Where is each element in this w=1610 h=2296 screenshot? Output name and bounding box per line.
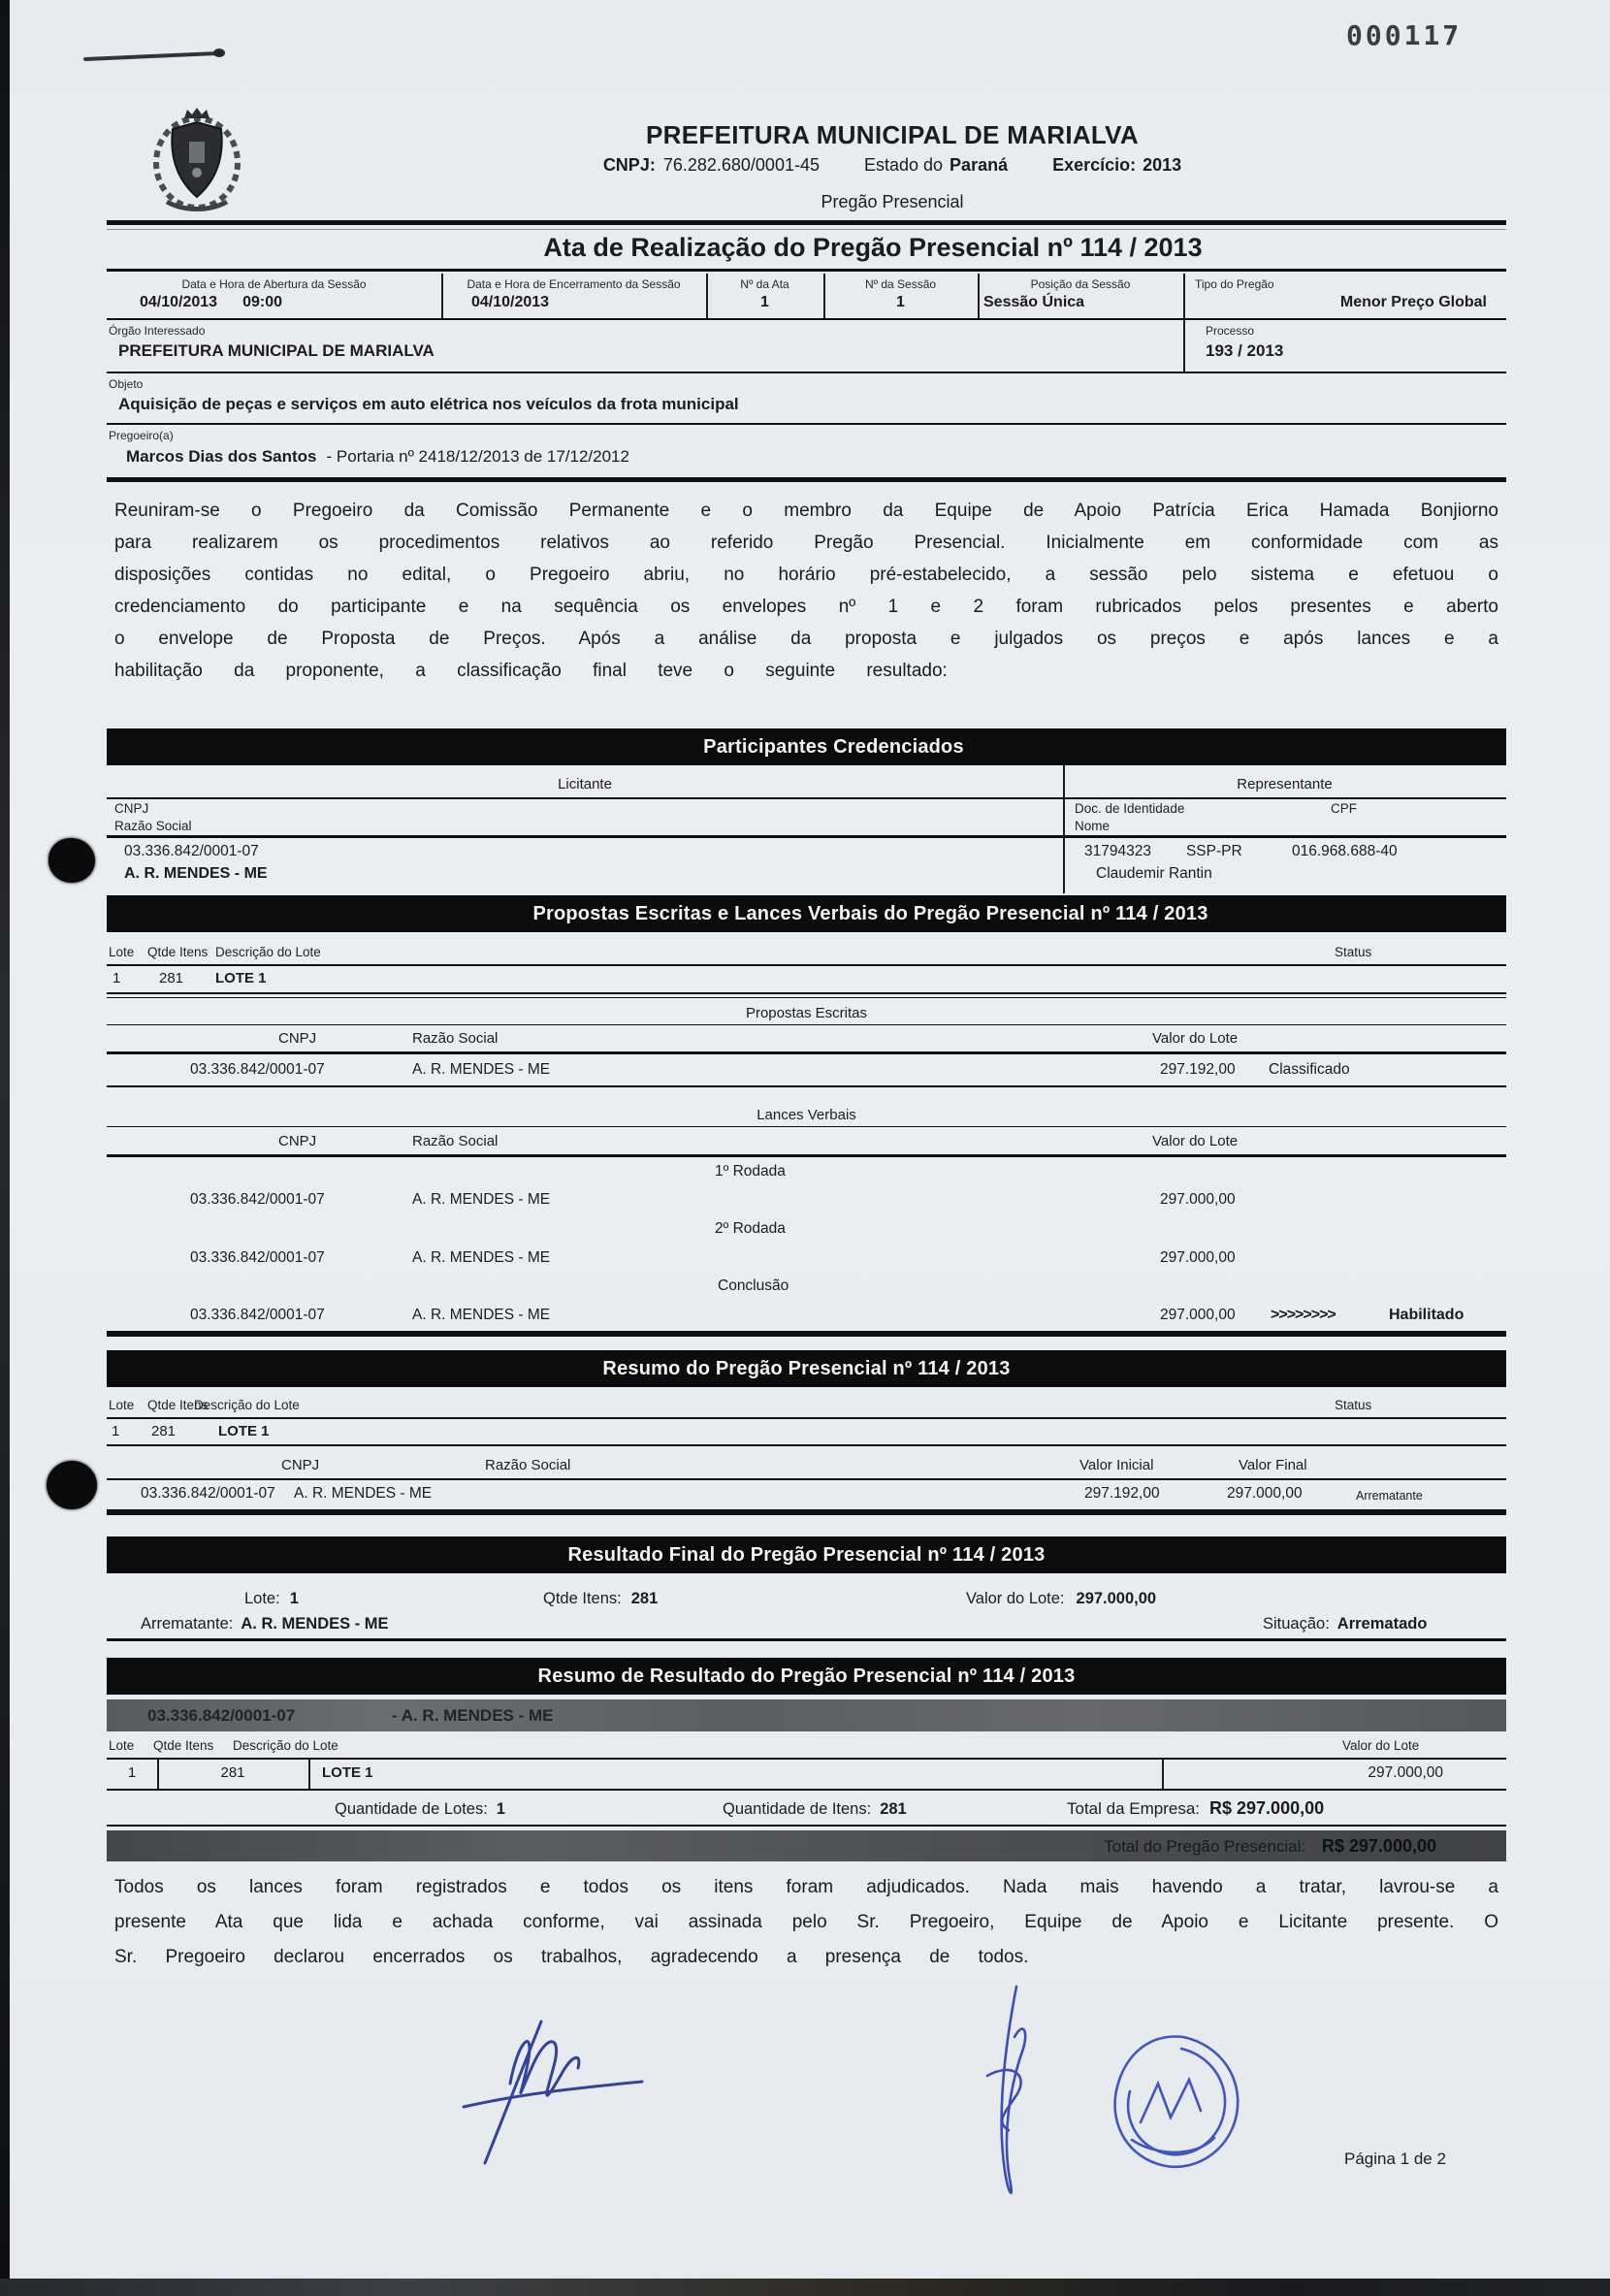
posicao-label: Posição da Sessão xyxy=(1030,277,1131,291)
participantes-banner: Participantes Credenciados xyxy=(107,728,1506,765)
escritas-status: Classificado xyxy=(1269,1061,1350,1078)
rodada-1-cnpj: 03.336.842/0001-07 xyxy=(190,1191,325,1208)
session-col-divider xyxy=(1183,274,1185,318)
licitante-header: Licitante xyxy=(558,776,612,792)
total-pregao-label: Total do Pregão Presencial: xyxy=(1104,1837,1306,1856)
resumo-lote-divider xyxy=(107,1444,1506,1446)
rr-total-empresa-group: Total da Empresa: R$ 297.000,00 xyxy=(1067,1798,1325,1818)
closing-paragraph: Todos os lances foram registrados e todos os itens foram adjudicados. Nada mais havendo a tratar, lavrou-se a presente Ata que lida e achada conforme, vai assinada pelo Sr. Pregoeiro, Equipe de Apoio e Licitante presente. O Sr. Pregoeiro declarou encerrados os trabalhos, agradecendo a presença de todos. xyxy=(114,1877,1498,1967)
razao-col-label: Razão Social xyxy=(114,819,192,833)
total-pregao-bar xyxy=(107,1830,1506,1861)
rodada-2-title: 2º Rodada xyxy=(715,1220,786,1237)
propostas-escritas-title: Propostas Escritas xyxy=(745,1005,868,1021)
exercicio-group: Exercício: 2013 xyxy=(1052,155,1182,175)
rr-row-divider xyxy=(107,1789,1506,1791)
resultado-valor-group: Valor do Lote: 297.000,00 xyxy=(966,1590,1157,1607)
title-divider xyxy=(107,269,1506,272)
escritas-cnpj-header: CNPJ xyxy=(278,1030,317,1047)
page-indicator: Página 1 de 2 xyxy=(1344,2150,1446,2168)
pen-mark-dot xyxy=(213,49,225,57)
resultado-bottom-divider xyxy=(107,1638,1506,1641)
header-divider-echo xyxy=(107,229,1506,230)
cnpj-col-label: CNPJ xyxy=(114,801,149,816)
rr-qtde: 281 xyxy=(220,1764,245,1781)
num-ata-label: Nº da Ata xyxy=(740,277,789,291)
conclusao-arrows: >>>>>>>> xyxy=(1271,1307,1336,1323)
resumo-cnpj-divider xyxy=(107,1478,1506,1480)
verbais-cnpj-header: CNPJ xyxy=(278,1133,317,1149)
bottom-scan-edge xyxy=(0,2279,1610,2296)
tipo-pregao-label: Tipo do Pregão xyxy=(1195,277,1274,291)
valor-final-header: Valor Final xyxy=(1239,1457,1307,1473)
escritas-title-divider xyxy=(107,1024,1506,1025)
resultado-qtde-group: Qtde Itens: 281 xyxy=(543,1590,659,1607)
rr-descricao: LOTE 1 xyxy=(322,1764,373,1781)
empresa-bar-razao: - A. R. MENDES - ME xyxy=(391,1706,554,1725)
lances-verbais-title: Lances Verbais xyxy=(757,1107,856,1123)
hole-punch-top xyxy=(48,838,95,883)
conclusao-cnpj: 03.336.842/0001-07 xyxy=(190,1307,325,1323)
resumo-header-divider xyxy=(107,1417,1506,1419)
orgao-label: Órgão Interessado xyxy=(109,324,206,338)
rodada-1-razao: A. R. MENDES - ME xyxy=(412,1191,551,1208)
session-col-divider xyxy=(978,274,980,318)
rr-descricao-header: Descrição do Lote xyxy=(233,1738,338,1753)
resumo-cnpj: 03.336.842/0001-07 xyxy=(141,1485,275,1502)
resumo-razao-header: Razão Social xyxy=(485,1457,571,1473)
rr-cell-divider xyxy=(1162,1758,1164,1791)
rodada-2-valor: 297.000,00 xyxy=(1160,1249,1236,1266)
posicao-value: Sessão Única xyxy=(983,294,1085,310)
header-divider xyxy=(107,220,1506,225)
encerramento-value: 04/10/2013 xyxy=(471,294,550,310)
rodada-1-title: 1º Rodada xyxy=(715,1163,786,1180)
lote-row-divider xyxy=(107,992,1506,994)
empresa-bar-cnpj: 03.336.842/0001-07 xyxy=(147,1706,296,1725)
verbais-title-divider xyxy=(107,1126,1506,1127)
rodada-2-cnpj: 03.336.842/0001-07 xyxy=(190,1249,325,1266)
objeto-value: Aquisição de peças e serviços em auto elétrica nos veículos da frota municipal xyxy=(118,395,739,413)
resultado-lote-group: Lote: 1 xyxy=(244,1590,299,1607)
orgao-row-divider xyxy=(107,372,1506,373)
escritas-valor: 297.192,00 xyxy=(1160,1061,1236,1078)
session-row-divider xyxy=(107,318,1506,320)
modality-subtitle: Pregão Presencial xyxy=(821,192,964,211)
processo-value: 193 / 2013 xyxy=(1206,341,1284,360)
rr-cell-divider xyxy=(308,1758,310,1791)
encerramento-label: Data e Hora de Encerramento da Sessão xyxy=(467,277,681,291)
conclusao-valor: 297.000,00 xyxy=(1160,1307,1236,1323)
escritas-row-divider xyxy=(107,1085,1506,1087)
resumo-valor-final: 297.000,00 xyxy=(1227,1485,1303,1502)
resumo-descricao-header: Descrição do Lote xyxy=(194,1398,300,1412)
propostas-bottom-divider xyxy=(107,1331,1506,1337)
signatures-ink xyxy=(417,1959,1290,2280)
valor-inicial-header: Valor Inicial xyxy=(1079,1457,1154,1473)
session-col-divider xyxy=(706,274,708,318)
participante-cnpj: 03.336.842/0001-07 xyxy=(124,843,259,859)
participantes-subheader-divider xyxy=(107,797,1506,799)
municipal-crest-logo xyxy=(145,107,248,213)
nome-label: Nome xyxy=(1075,819,1111,833)
resumo-status: Arrematante xyxy=(1356,1489,1423,1503)
objeto-row-divider xyxy=(107,423,1506,425)
participantes-header-divider xyxy=(107,835,1506,838)
participante-razao: A. R. MENDES - ME xyxy=(124,865,268,882)
left-scan-edge xyxy=(0,0,10,2296)
licitante-signature xyxy=(1115,2037,1239,2167)
processo-col-divider xyxy=(1183,320,1185,372)
orgao-value: PREFEITURA MUNICIPAL DE MARIALVA xyxy=(118,341,435,360)
pregoeiro-value: Marcos Dias dos Santos - Portaria nº 2418/12/2013 de 17/12/2012 xyxy=(126,447,629,466)
intro-paragraph: Reuniram-se o Pregoeiro da Comissão Permanente e o membro da Equipe de Apoio Patrícia Erica Hamada Bonjiorno para realizarem os procedimentos relativos ao referido Pregão Presencial. Inicialmente em conformidade com as disposições contidas no edital, o Pregoeiro abriu, no horário pré-estabelecido, a sessão pelo sistema e efetuou o credenciamento do participante e na sequência os envelopes nº 1 e 2 foram rubricados pelos presentes e aberto o envelope de Proposta de Preços. Após a análise da proposta e julgados os preços e após lances e a habilitação da proponente, a classificação final teve o seguinte resultado: xyxy=(114,501,1498,681)
resumo-qtde: 281 xyxy=(151,1423,177,1439)
resumo-valor-inicial: 297.192,00 xyxy=(1084,1485,1160,1502)
pregoeiro-signature xyxy=(464,2021,642,2163)
participante-cpf: 016.968.688-40 xyxy=(1292,843,1398,859)
page-stamp-number: 000117 xyxy=(1346,19,1463,51)
escritas-cnpj: 03.336.842/0001-07 xyxy=(190,1061,325,1078)
rr-lote-header: Lote xyxy=(109,1738,135,1753)
lote-descricao: LOTE 1 xyxy=(215,970,267,986)
lote-num: 1 xyxy=(113,970,121,986)
num-ata-value: 1 xyxy=(760,294,769,310)
tipo-pregao-value: Menor Preço Global xyxy=(1339,294,1487,310)
estado-group: Estado do Paraná xyxy=(863,155,1009,175)
org-info-line xyxy=(407,155,1377,176)
verbais-razao-header: Razão Social xyxy=(412,1133,499,1149)
equipe-apoio-signature xyxy=(987,1987,1025,2193)
rr-cell-divider xyxy=(157,1758,159,1791)
doc-identidade-label: Doc. de Identidade xyxy=(1075,801,1185,816)
resumo-lote-header: Lote xyxy=(109,1398,135,1412)
abertura-value: 04/10/2013 09:00 xyxy=(140,294,282,310)
rr-header-divider xyxy=(107,1758,1506,1760)
resumo-cnpj-header: CNPJ xyxy=(281,1457,320,1473)
verbais-header-divider xyxy=(107,1154,1506,1157)
representante-header: Representante xyxy=(1237,776,1333,792)
rr-lote: 1 xyxy=(127,1764,137,1781)
resultado-situacao-group: Situação: Arrematado xyxy=(1263,1615,1428,1633)
num-sessao-label: Nº da Sessão xyxy=(864,277,937,291)
conclusao-title: Conclusão xyxy=(718,1277,789,1294)
participante-nome: Claudemir Rantin xyxy=(1096,865,1212,882)
session-col-divider xyxy=(823,274,825,318)
escritas-header-divider xyxy=(107,1051,1506,1054)
participante-doc: 31794323 SSP-PR xyxy=(1084,843,1242,859)
processo-label: Processo xyxy=(1206,324,1255,338)
rr-qtd-itens-group: Quantidade de Itens: 281 xyxy=(723,1800,907,1818)
rr-qtde-header: Qtde Itens xyxy=(153,1738,214,1753)
empresa-bar xyxy=(107,1699,1506,1731)
resultado-banner: Resultado Final do Pregão Presencial nº 114 / 2013 xyxy=(107,1536,1506,1573)
lote-qtde: 281 xyxy=(159,970,184,986)
resumo-bottom-divider xyxy=(107,1509,1506,1515)
descricao-header: Descrição do Lote xyxy=(215,945,321,959)
resumo-status-header: Status xyxy=(1335,1398,1372,1412)
rodada-2-razao: A. R. MENDES - ME xyxy=(412,1249,551,1266)
session-col-divider xyxy=(441,274,443,318)
rr-valor: 297.000,00 xyxy=(1368,1764,1443,1781)
hole-punch-bottom xyxy=(47,1461,97,1509)
resultado-arrematante-group: Arrematante: A. R. MENDES - ME xyxy=(141,1615,389,1633)
document-title: Ata de Realização do Pregão Presencial nº 114 / 2013 xyxy=(543,233,1203,262)
pregoeiro-label: Pregoeiro(a) xyxy=(109,429,174,442)
lote-row-divider-echo xyxy=(107,997,1506,998)
qtde-header: Qtde Itens xyxy=(147,945,209,959)
rodada-1-valor: 297.000,00 xyxy=(1160,1191,1236,1208)
org-name: PREFEITURA MUNICIPAL DE MARIALVA xyxy=(646,120,1139,149)
escritas-valor-header: Valor do Lote xyxy=(1152,1030,1239,1047)
rr-valor-header: Valor do Lote xyxy=(1342,1738,1420,1753)
lote-header-divider xyxy=(107,964,1506,966)
pen-mark xyxy=(83,51,219,61)
conclusao-razao: A. R. MENDES - ME xyxy=(412,1307,551,1323)
lote-header: Lote xyxy=(109,945,135,959)
total-pregao-value: R$ 297.000,00 xyxy=(1321,1836,1436,1856)
abertura-label: Data e Hora de Abertura da Sessão xyxy=(181,277,367,291)
resumo-descricao: LOTE 1 xyxy=(218,1423,270,1439)
rr-totals-divider xyxy=(107,1825,1506,1827)
escritas-razao-header: Razão Social xyxy=(412,1030,499,1047)
resumo-razao: A. R. MENDES - ME xyxy=(294,1485,433,1502)
resumo-qtde-header: Qtde Itens xyxy=(147,1398,209,1412)
resumo-lote: 1 xyxy=(112,1423,120,1439)
verbais-valor-header: Valor do Lote xyxy=(1152,1133,1239,1149)
resumo-resultado-banner: Resumo de Resultado do Pregão Presencial nº 114 / 2013 xyxy=(107,1658,1506,1695)
num-sessao-value: 1 xyxy=(896,294,905,310)
status-header: Status xyxy=(1335,945,1372,959)
participantes-divider xyxy=(1063,765,1065,893)
conclusao-status: Habilitado xyxy=(1389,1307,1465,1323)
pregoeiro-row-divider xyxy=(107,477,1506,482)
escritas-razao: A. R. MENDES - ME xyxy=(412,1061,551,1078)
cpf-label: CPF xyxy=(1331,801,1357,816)
propostas-banner: Propostas Escritas e Lances Verbais do Pregão Presencial nº 114 / 2013 xyxy=(107,895,1506,932)
resumo-banner: Resumo do Pregão Presencial nº 114 / 2013 xyxy=(107,1350,1506,1387)
cnpj-group: CNPJ: 76.282.680/0001-45 xyxy=(602,155,820,175)
rr-qtd-lotes-group: Quantidade de Lotes: 1 xyxy=(335,1800,505,1818)
objeto-label: Objeto xyxy=(109,377,144,391)
